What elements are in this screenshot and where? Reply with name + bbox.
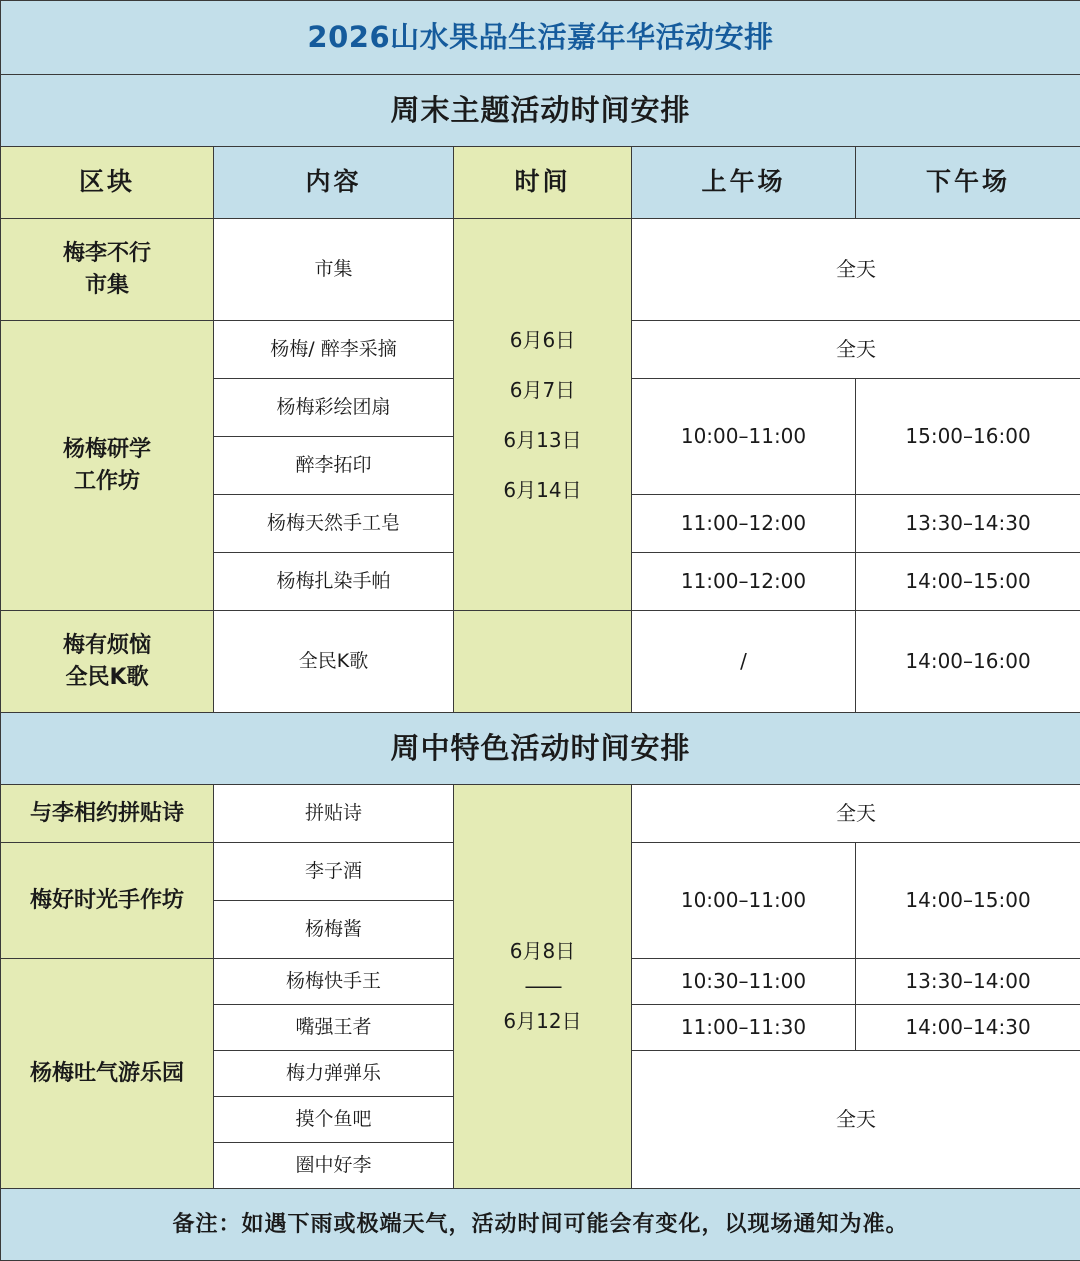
- block-park: 杨梅吐气游乐园: [1, 959, 214, 1189]
- morning-cell: 10:00–11:00: [632, 379, 856, 495]
- content-cell: 杨梅酱: [214, 901, 454, 959]
- content-cell: 全民K歌: [214, 611, 454, 713]
- content-cell: 醉李拓印: [214, 437, 454, 495]
- header-block: 区块: [1, 147, 214, 219]
- weekday-date-end: 6月12日: [458, 1007, 627, 1036]
- weekday-section-title: 周中特色活动时间安排: [1, 713, 1080, 785]
- all-day-cell: 全天: [632, 321, 1080, 379]
- column-header-row: [1, 147, 1080, 219]
- header-content: 内容: [214, 147, 454, 219]
- content-cell: 市集: [214, 219, 454, 321]
- weekend-date-3: 6月13日: [458, 415, 627, 465]
- content-cell: 杨梅/ 醉李采摘: [214, 321, 454, 379]
- content-cell: 摸个鱼吧: [214, 1097, 454, 1143]
- footnote: 备注：如遇下雨或极端天气，活动时间可能会有变化，以现场通知为准。: [1, 1189, 1080, 1261]
- morning-cell: 11:00–12:00: [632, 553, 856, 611]
- block-workshop: [1, 321, 214, 611]
- morning-cell: /: [632, 611, 856, 713]
- afternoon-cell: 13:30–14:30: [856, 495, 1080, 553]
- content-cell: 圈中好李: [214, 1143, 454, 1189]
- table-row: [1, 219, 1080, 321]
- afternoon-cell: 14:00–15:00: [856, 553, 1080, 611]
- block-karaoke: [1, 611, 214, 713]
- weekday-dates: [454, 785, 632, 1189]
- content-cell: 杨梅天然手工皂: [214, 495, 454, 553]
- block-workshop-line1: 杨梅研学: [5, 434, 209, 466]
- morning-cell: 11:00–12:00: [632, 495, 856, 553]
- header-time: 时间: [454, 147, 632, 219]
- block-karaoke-line1: 梅有烦恼: [5, 630, 209, 662]
- weekday-date-start: 6月8日: [458, 937, 627, 966]
- table-row: [1, 611, 1080, 713]
- weekend-section-title: 周末主题活动时间安排: [1, 75, 1080, 147]
- weekend-date-2: 6月7日: [458, 365, 627, 415]
- block-market: [1, 219, 214, 321]
- weekend-date-4: 6月14日: [458, 465, 627, 515]
- afternoon-cell: 13:30–14:00: [856, 959, 1080, 1005]
- afternoon-cell: 14:00–14:30: [856, 1005, 1080, 1051]
- weekend-dates: [454, 219, 632, 611]
- weekend-date-1: 6月6日: [458, 315, 627, 365]
- all-day-cell: 全天: [632, 1051, 1080, 1189]
- weekday-date-separator: ——: [458, 972, 627, 1001]
- block-workshop-line2: 工作坊: [5, 466, 209, 498]
- block-karaoke-line2: 全民K歌: [5, 662, 209, 694]
- block-poem: 与李相约拼贴诗: [1, 785, 214, 843]
- content-cell: 梅力弹弹乐: [214, 1051, 454, 1097]
- block-handcraft: 梅好时光手作坊: [1, 843, 214, 959]
- morning-cell: 11:00–11:30: [632, 1005, 856, 1051]
- content-cell: 李子酒: [214, 843, 454, 901]
- afternoon-cell: 14:00–15:00: [856, 843, 1080, 959]
- morning-cell: 10:30–11:00: [632, 959, 856, 1005]
- time-cell-empty: [454, 611, 632, 713]
- header-morning: 上午场: [632, 147, 856, 219]
- afternoon-cell: 15:00–16:00: [856, 379, 1080, 495]
- block-market-line2: 市集: [5, 270, 209, 302]
- content-cell: 杨梅彩绘团扇: [214, 379, 454, 437]
- table-row: [1, 785, 1080, 843]
- afternoon-cell: 14:00–16:00: [856, 611, 1080, 713]
- content-cell: 杨梅扎染手帕: [214, 553, 454, 611]
- content-cell: 嘴强王者: [214, 1005, 454, 1051]
- all-day-cell: 全天: [632, 219, 1080, 321]
- morning-cell: 10:00–11:00: [632, 843, 856, 959]
- block-market-line1: 梅李不行: [5, 238, 209, 270]
- page-title: 2026山水果品生活嘉年华活动安排: [1, 1, 1080, 75]
- content-cell: 拼贴诗: [214, 785, 454, 843]
- header-afternoon: 下午场: [856, 147, 1080, 219]
- all-day-cell: 全天: [632, 785, 1080, 843]
- content-cell: 杨梅快手王: [214, 959, 454, 1005]
